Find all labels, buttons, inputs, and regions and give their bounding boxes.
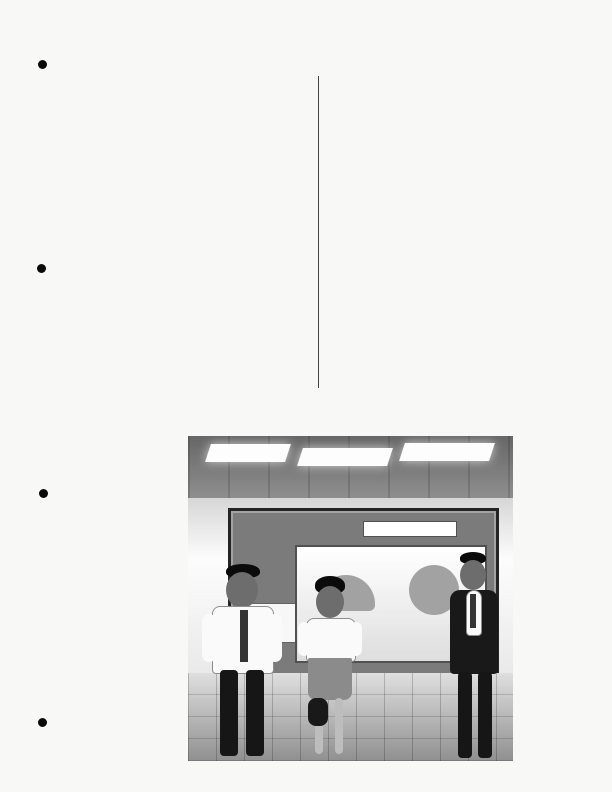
person-left [202, 562, 282, 760]
right-column [340, 76, 545, 406]
tie-shape [240, 610, 248, 662]
ceiling-light-icon [205, 444, 291, 462]
ceiling-light-icon [399, 443, 495, 461]
face-shape [226, 572, 258, 608]
arm-shape [298, 622, 310, 656]
two-column-text [82, 76, 544, 406]
binder-hole-icon [37, 264, 46, 273]
face-shape [316, 586, 344, 618]
leg-shape [478, 672, 492, 758]
person-middle [298, 576, 362, 760]
leg-shape [335, 698, 343, 754]
handbag-icon [308, 698, 328, 726]
person-right [442, 552, 506, 760]
blouse-shape [306, 618, 356, 662]
binder-hole-icon [39, 489, 48, 498]
binder-hole-icon [38, 718, 47, 727]
left-column [82, 76, 302, 406]
leg-shape [458, 672, 472, 758]
face-shape [460, 560, 486, 590]
group-photo [188, 436, 513, 761]
exhibit-header-panel [363, 521, 457, 537]
leg-shape [246, 670, 264, 756]
leg-shape [220, 670, 238, 756]
column-divider [318, 76, 319, 388]
arm-shape [350, 622, 362, 656]
ceiling-light-icon [297, 448, 393, 466]
arm-shape [202, 614, 216, 662]
binder-hole-icon [38, 60, 47, 69]
arm-shape [268, 614, 282, 662]
tie-shape [470, 594, 476, 628]
skirt-shape [308, 658, 352, 700]
